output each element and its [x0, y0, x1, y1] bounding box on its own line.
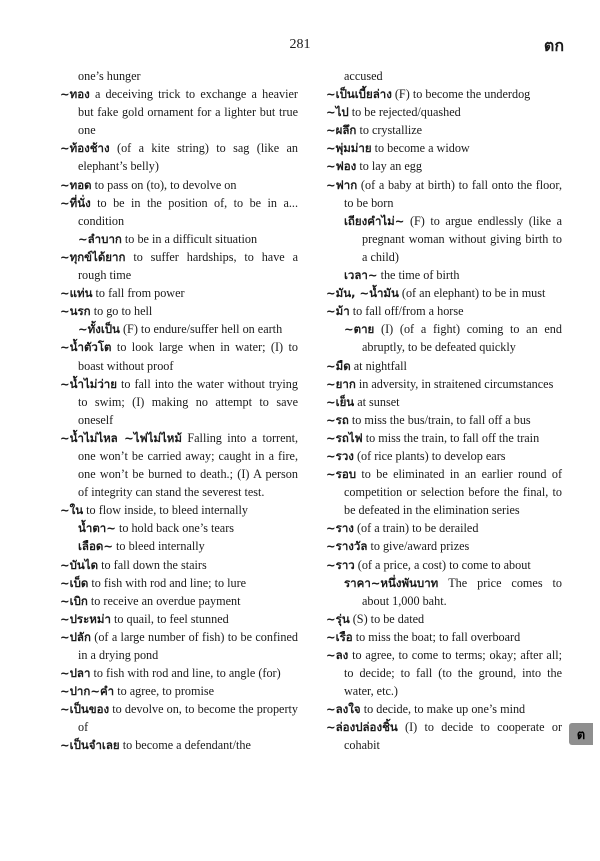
- definition: (of a baby at birth) to fall onto the floor, to be born: [344, 177, 562, 210]
- dictionary-entry: [326, 429, 562, 447]
- dictionary-entry: [60, 284, 298, 302]
- headword: ~รุ่น: [326, 611, 350, 626]
- headword: ~ม้า: [326, 304, 350, 319]
- dictionary-entry: [326, 646, 562, 700]
- dictionary-entry: [60, 736, 298, 754]
- definition: (of a price, a cost) to come to about: [354, 557, 531, 572]
- definition: to crystallize: [356, 123, 423, 138]
- headword: ~เรือ: [326, 629, 353, 644]
- dictionary-entry: [60, 610, 298, 628]
- definition: (of a train) to be derailed: [353, 521, 479, 536]
- headword: ~ยาก: [326, 376, 356, 391]
- definition: to agree, to come to terms; okay; after all; to decide; to fall (to the ground, into the water, etc.): [344, 648, 562, 699]
- headword: ~รวง: [326, 448, 354, 463]
- definition: (of a large number of fish) to be confined in a drying pond: [78, 629, 298, 662]
- headword: ~ปลัก: [60, 629, 91, 644]
- definition: to be in a difficult situation: [121, 231, 258, 246]
- dictionary-entry: [60, 628, 298, 664]
- dictionary-entry: [60, 176, 298, 194]
- dictionary-entry: [326, 556, 562, 574]
- dictionary-entry: [60, 664, 298, 682]
- dictionary-entry: [326, 284, 562, 302]
- definition: to hold back one’s tears: [115, 521, 235, 536]
- dictionary-entry: [326, 302, 562, 320]
- dictionary-entry: [326, 176, 562, 212]
- definition: to fall off/from a horse: [349, 304, 464, 319]
- headword: ราคา~หนึ่งพันบาท: [344, 575, 439, 590]
- dictionary-entry: [326, 357, 562, 375]
- entry-continuation: [60, 67, 298, 85]
- definition: to look large when in water; (I) to boast without proof: [78, 340, 298, 373]
- headword: ~ใน: [60, 503, 84, 518]
- definition: to miss the train, to fall off the train: [362, 430, 540, 445]
- dictionary-entry: [326, 157, 562, 175]
- dictionary-entry: [326, 610, 562, 628]
- dictionary-entry: [60, 248, 298, 284]
- dictionary-entry: [60, 338, 298, 374]
- definition: to miss the bus/train, to fall off a bus: [348, 412, 531, 427]
- definition: the time of birth: [377, 268, 460, 283]
- definition: at sunset: [354, 394, 400, 409]
- headword: ~รอบ: [326, 467, 357, 482]
- definition: (F) to endure/suffer hell on earth: [119, 322, 283, 337]
- headword: ~มัน, ~น้ำมัน: [326, 286, 399, 301]
- definition: to agree, to promise: [114, 684, 214, 699]
- headword: ~ทอง: [60, 87, 90, 102]
- guide-word: ตก: [543, 36, 564, 55]
- dictionary-entry: [60, 592, 298, 610]
- sub-entry: [60, 519, 298, 537]
- definition: to quail, to feel stunned: [110, 611, 229, 626]
- headword: ~ฟาก: [326, 177, 358, 192]
- definition: (I) (of a fight) coming to an end abruptly, to be defeated quickly: [362, 322, 562, 355]
- definition: to decide, to make up one’s mind: [360, 702, 526, 717]
- definition: to become a defendant/the: [119, 738, 251, 753]
- definition: (of a kite string) to sag (like an elephant’s belly): [78, 141, 298, 174]
- headword: ~ปลา: [60, 666, 91, 681]
- dictionary-entry: [326, 85, 562, 103]
- dictionary-entry: [60, 682, 298, 700]
- headword: ~ทุกข์ได้ยาก: [60, 249, 126, 264]
- definition: to give/award prizes: [367, 539, 470, 554]
- page-number: 281: [289, 37, 311, 52]
- dictionary-entry: [326, 139, 562, 157]
- headword: ~ทอด: [60, 177, 92, 192]
- dictionary-entry: [326, 537, 562, 555]
- headword: ~ลงใจ: [326, 702, 361, 717]
- left-column: [60, 67, 298, 755]
- definition: to fall down the stairs: [98, 557, 207, 572]
- headword: ~ล่องปล่องชิ้น: [326, 720, 398, 735]
- dictionary-entry: [326, 447, 562, 465]
- sub-entry: [326, 320, 562, 356]
- definition: (F) to argue endlessly (like a pregnant woman without giving birth to a child): [362, 213, 562, 264]
- headword: ~แท่น: [60, 286, 93, 301]
- definition: to be eliminated in an earlier round of competition or selection before the final, to be defeated in the elimination series: [344, 467, 562, 518]
- definition: to flow inside, to bleed internally: [83, 503, 248, 518]
- sub-entry: [60, 230, 298, 248]
- definition: to go to hell: [90, 304, 153, 319]
- headword: ~นรก: [60, 304, 91, 319]
- headword: ~น้ำตัวโต: [60, 340, 112, 355]
- headword: ~เบ็ด: [60, 575, 89, 590]
- headword: ~เบิก: [60, 593, 88, 608]
- headword: ~น้ำไม่ว่าย: [60, 376, 117, 391]
- sub-entry: [60, 537, 298, 555]
- headword: ~พุ่มม่าย: [326, 141, 372, 156]
- definition: to receive an overdue payment: [87, 593, 241, 608]
- headword: ~ไป: [326, 105, 349, 120]
- headword: เลือด~: [78, 539, 113, 554]
- dictionary-entry: [60, 574, 298, 592]
- definition: (F) to become the underdog: [391, 87, 531, 102]
- dictionary-entry: [326, 103, 562, 121]
- dictionary-entry: [326, 375, 562, 393]
- headword: ~ตาย: [344, 322, 375, 337]
- dictionary-entry: [60, 85, 298, 139]
- definition: accused: [344, 69, 383, 83]
- definition: to be in the position of, to be in a... condition: [78, 195, 298, 228]
- definition: to fall into the water without trying to swim; (I) making no attempt to save oneself: [78, 376, 298, 427]
- sub-entry: [326, 212, 562, 266]
- definition: at nightfall: [350, 358, 407, 373]
- definition: to devolve on, to become the property of: [78, 702, 298, 735]
- dictionary-entry: [60, 556, 298, 574]
- dictionary-entry: [60, 194, 298, 230]
- headword: ~ราว: [326, 557, 355, 572]
- headword: เวลา~: [344, 268, 378, 283]
- headword: ~รถ: [326, 412, 349, 427]
- headword: ~ลำบาก: [78, 231, 122, 246]
- dictionary-entry: [326, 628, 562, 646]
- definition: to pass on (to), to devolve on: [91, 177, 237, 192]
- headword: ~เป็นจำเลย: [60, 738, 120, 753]
- dictionary-entry: [60, 501, 298, 519]
- definition: to lay an egg: [356, 159, 422, 174]
- sub-entry: [326, 266, 562, 284]
- dictionary-entry: [326, 718, 562, 754]
- definition: to fall from power: [92, 286, 185, 301]
- sub-entry: [60, 320, 298, 338]
- headword: ~ฟอง: [326, 159, 357, 174]
- definition: The price comes to about 1,000 baht.: [362, 575, 562, 608]
- headword: ~ทั้งเป็น: [78, 322, 120, 337]
- thumb-index-tab[interactable]: ต: [569, 723, 593, 745]
- headword: ~เป็นของ: [60, 702, 110, 717]
- dictionary-entry: [326, 393, 562, 411]
- headword: ~น้ำไม่ไหล ~ไฟไม่ไหม้: [60, 430, 182, 445]
- dictionary-entry: [326, 121, 562, 139]
- definition: to fish with rod and line; to lure: [88, 575, 247, 590]
- definition: (S) to be dated: [349, 611, 425, 626]
- headword: ~รถไฟ: [326, 430, 363, 445]
- definition: to be rejected/quashed: [348, 105, 461, 120]
- headword: เถียงคำไม่~: [344, 213, 405, 228]
- headword: ~ผลึก: [326, 123, 357, 138]
- headword: ~บันได: [60, 557, 99, 572]
- definition: (I) to decide to cooperate or cohabit: [344, 720, 562, 753]
- headword: ~รางวัล: [326, 539, 368, 554]
- definition: in adversity, in straitened circumstances: [355, 376, 554, 391]
- dictionary-entry: [60, 375, 298, 429]
- dictionary-entry: [326, 411, 562, 429]
- definition: a deceiving trick to exchange a heavier but fake gold ornament for a lighter but true one: [78, 87, 298, 138]
- dictionary-entry: [60, 429, 298, 501]
- definition: to become a widow: [371, 141, 470, 156]
- headword: ~ท้องช้าง: [60, 141, 110, 156]
- headword: น้ำตา~: [78, 521, 116, 536]
- headword: ~ราง: [326, 521, 354, 536]
- sub-entry: [326, 574, 562, 610]
- definition: Falling into a torrent, one won’t be carried away; caught in a fire, one won’t be burned to death.; (I) A person of integrity can stand the severest test.: [78, 430, 299, 500]
- definition: to bleed internally: [113, 539, 205, 554]
- headword: ~ลง: [326, 648, 349, 662]
- definition: to suffer hardships, to have a rough time: [78, 249, 298, 283]
- headword: ~ที่นั่ง: [60, 195, 91, 210]
- dictionary-entry: [326, 465, 562, 519]
- right-column: [326, 67, 562, 755]
- definition: to miss the boat; to fall overboard: [352, 629, 521, 644]
- entry-continuation: [326, 67, 562, 85]
- definition: (of an elephant) to be in must: [398, 286, 546, 301]
- headword: ~เป็นเบี้ยล่าง: [326, 87, 392, 102]
- headword: ~มืด: [326, 358, 351, 373]
- definition: one’s hunger: [78, 69, 141, 83]
- headword: ~ประหม่า: [60, 611, 111, 626]
- dictionary-entry: [326, 519, 562, 537]
- dictionary-entry: [60, 139, 298, 175]
- definition: to fish with rod and line, to angle (for): [90, 666, 281, 681]
- dictionary-entry: [60, 302, 298, 320]
- headword: ~เย็น: [326, 394, 355, 409]
- dictionary-entry: [60, 700, 298, 736]
- headword: ~ปาก~คำ: [60, 684, 115, 699]
- dictionary-entry: [326, 700, 562, 718]
- definition: (of rice plants) to develop ears: [353, 448, 506, 463]
